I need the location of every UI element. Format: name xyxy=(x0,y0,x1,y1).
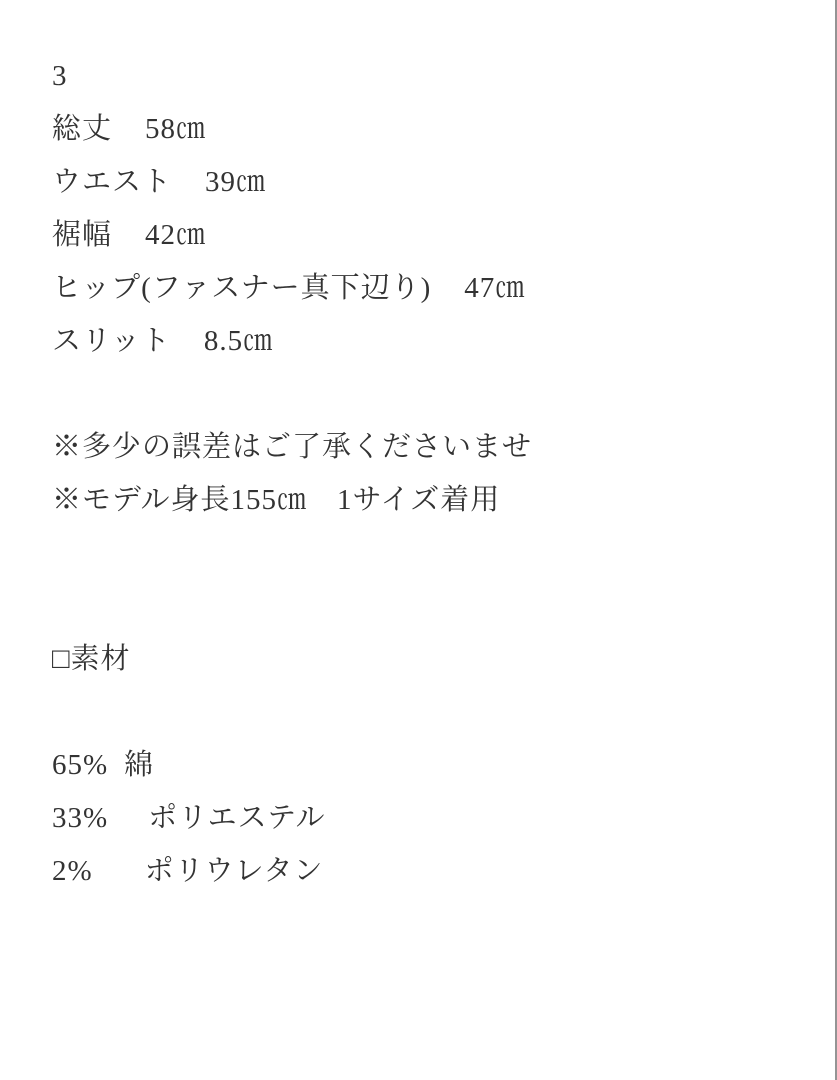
material-name: ポリエステル xyxy=(148,802,326,834)
measurement-value: 58㎝ xyxy=(145,113,207,145)
blank-line xyxy=(52,527,807,580)
measurement-label: スリット xyxy=(52,325,171,357)
material-name: ポリウレタン xyxy=(144,855,324,887)
measurement-label: ウエスト xyxy=(52,166,173,198)
note-model-height: ※モデル身長155㎝ 1サイズ着用 xyxy=(52,484,501,516)
note-tolerance: ※多少の誤差はご了承くださいませ xyxy=(52,431,533,463)
material-row-polyurethane xyxy=(52,845,807,898)
measurement-value: 39㎝ xyxy=(205,166,267,198)
measurement-row-total-length xyxy=(52,103,807,156)
measurement-row-hip xyxy=(52,262,807,315)
measurement-row-waist xyxy=(52,156,807,209)
measurement-value: 8.5㎝ xyxy=(203,325,274,357)
blank-line xyxy=(52,686,807,739)
measurement-label: ヒップ(ファスナー真下辺り) xyxy=(52,272,432,304)
material-row-polyester xyxy=(52,792,807,845)
material-percent: 65% xyxy=(52,749,109,781)
spacer xyxy=(171,349,204,350)
spacer xyxy=(108,773,124,774)
material-heading: □素材 xyxy=(52,643,131,675)
blank-line xyxy=(52,580,807,633)
blank-line xyxy=(52,368,807,421)
measurement-row-slit xyxy=(52,315,807,368)
measurement-label: 裾幅 xyxy=(52,219,113,251)
material-percent: 33% xyxy=(52,802,109,834)
spacer xyxy=(112,243,145,244)
measurement-row-hem-width xyxy=(52,209,807,262)
spacer xyxy=(108,826,148,827)
spacer xyxy=(93,879,145,880)
size-spec-section xyxy=(52,50,807,898)
size-number: 3 xyxy=(52,60,68,92)
measurement-value: 42㎝ xyxy=(145,219,207,251)
measurement-label: 総丈 xyxy=(52,113,113,145)
spacer xyxy=(112,137,145,138)
spacer xyxy=(172,190,205,191)
spacer xyxy=(431,296,464,297)
measurement-value: 47㎝ xyxy=(464,272,526,304)
material-row-cotton xyxy=(52,739,807,792)
material-percent: 2% xyxy=(52,855,93,887)
material-name: 綿 xyxy=(124,749,155,781)
